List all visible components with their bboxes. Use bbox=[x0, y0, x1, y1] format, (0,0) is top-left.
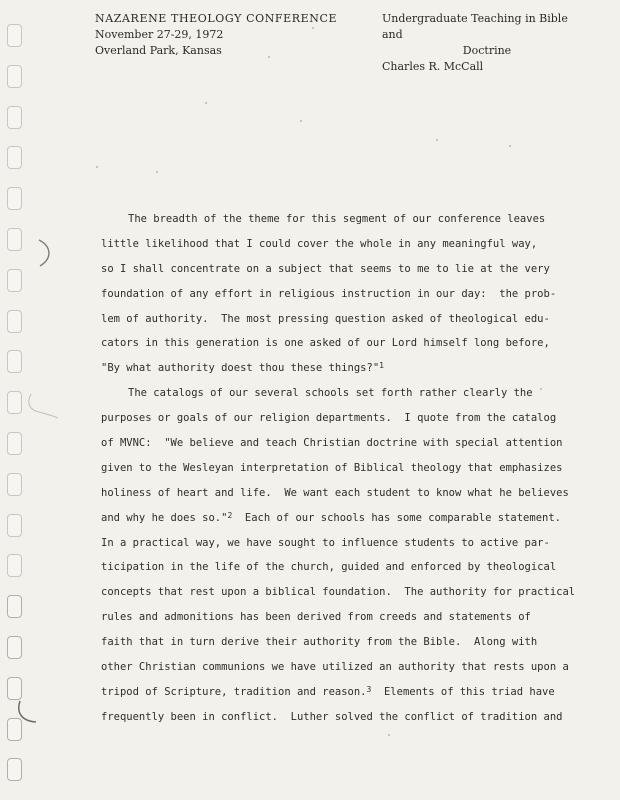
binding-hole bbox=[7, 391, 22, 414]
document-body bbox=[101, 207, 575, 730]
text-line: ticipation in the life of the church, guided and enforced by theological bbox=[101, 561, 557, 574]
text-line: other Christian communions we have utilized an authority that rests upon a bbox=[101, 661, 569, 674]
paper-speck bbox=[388, 734, 390, 736]
conference-name: NAZARENE THEOLOGY CONFERENCE bbox=[95, 12, 338, 25]
text-line: tripod of Scripture, tradition and reason.$^3$ Elements of this triad have bbox=[101, 684, 555, 698]
binding-hole bbox=[7, 310, 22, 333]
text-line: holiness of heart and life. We want each student to know what he believes bbox=[101, 486, 569, 499]
binding-hole bbox=[7, 228, 22, 251]
binding-hole bbox=[7, 554, 22, 577]
binding-hole bbox=[7, 595, 22, 618]
paper-title-line-2: Doctrine bbox=[462, 44, 512, 57]
text-line: cators in this generation is one asked of our Lord himself long before, bbox=[101, 337, 550, 350]
text-line: rules and admonitions has been derived from creeds and statements of bbox=[101, 611, 531, 624]
binding-hole bbox=[7, 24, 22, 47]
binding-hole bbox=[7, 65, 22, 88]
text-line: so I shall concentrate on a subject that seems to me to lie at the very bbox=[101, 262, 550, 275]
binding-hole bbox=[7, 269, 22, 292]
text-line: frequently been in conflict. Luther solved the conflict of tradition and bbox=[101, 710, 563, 723]
footnote-ref: 1 bbox=[379, 361, 384, 371]
text-line: The catalogs of our several schools set forth rather clearly the bbox=[128, 387, 533, 400]
conference-location: Overland Park, Kansas bbox=[95, 44, 222, 57]
header-left bbox=[95, 11, 337, 59]
paper-title-line-1: Undergraduate Teaching in Bible and bbox=[382, 12, 568, 41]
header-right bbox=[382, 11, 592, 75]
text-line: In a practical way, we have sought to influence students to active par- bbox=[101, 536, 550, 549]
binding-hole bbox=[7, 473, 22, 496]
text-line: The breadth of the theme for this segment of our conference leaves bbox=[128, 213, 546, 225]
binding-hole bbox=[7, 636, 22, 659]
text-line: and why he does so."$^2$ Each of our schools has some comparable statement. bbox=[101, 510, 561, 524]
paper-speck bbox=[436, 139, 438, 141]
text-line: "By what authority doest thou these things?"$^1$ bbox=[101, 361, 384, 375]
text-line: lem of authority. The most pressing question asked of theological edu- bbox=[101, 312, 550, 325]
binding-hole bbox=[7, 146, 22, 169]
paper-speck bbox=[509, 145, 511, 147]
text-line: concepts that rest upon a biblical foundation. The authority for practical bbox=[101, 586, 576, 599]
paper-speck bbox=[96, 166, 98, 168]
binding-hole bbox=[7, 758, 22, 781]
footnote-ref: 3 bbox=[366, 684, 372, 694]
conference-date: November 27-29, 1972 bbox=[95, 28, 224, 41]
paper-speck bbox=[205, 102, 207, 104]
binding-hole bbox=[7, 432, 22, 455]
paper-speck bbox=[156, 171, 158, 173]
text-line: little likelihood that I could cover the whole in any meaningful way, bbox=[101, 237, 538, 250]
author-name: Charles R. McCall bbox=[382, 60, 484, 73]
paper-speck bbox=[300, 120, 302, 122]
comb-hook-icon bbox=[29, 394, 58, 418]
binding-hole bbox=[7, 514, 22, 537]
binding-hole bbox=[7, 718, 22, 741]
binding-hole bbox=[7, 106, 22, 129]
text-line: given to the Wesleyan interpretation of Biblical theology that emphasizes bbox=[101, 461, 563, 474]
binding-hole bbox=[7, 350, 22, 373]
footnote-ref: 2 bbox=[227, 510, 233, 520]
comb-hook-icon bbox=[39, 240, 49, 266]
text-line: faith that in turn derive their authority from the Bible. Along with bbox=[101, 636, 538, 649]
text-line: purposes or goals of our religion departments. I quote from the catalog bbox=[101, 412, 557, 425]
binding-hole bbox=[7, 187, 22, 210]
binding-hole bbox=[7, 677, 22, 700]
text-line: foundation of any effort in religious instruction in our day: the prob- bbox=[101, 287, 557, 300]
text-line: of MVNC: "We believe and teach Christian doctrine with special attention bbox=[101, 437, 563, 450]
